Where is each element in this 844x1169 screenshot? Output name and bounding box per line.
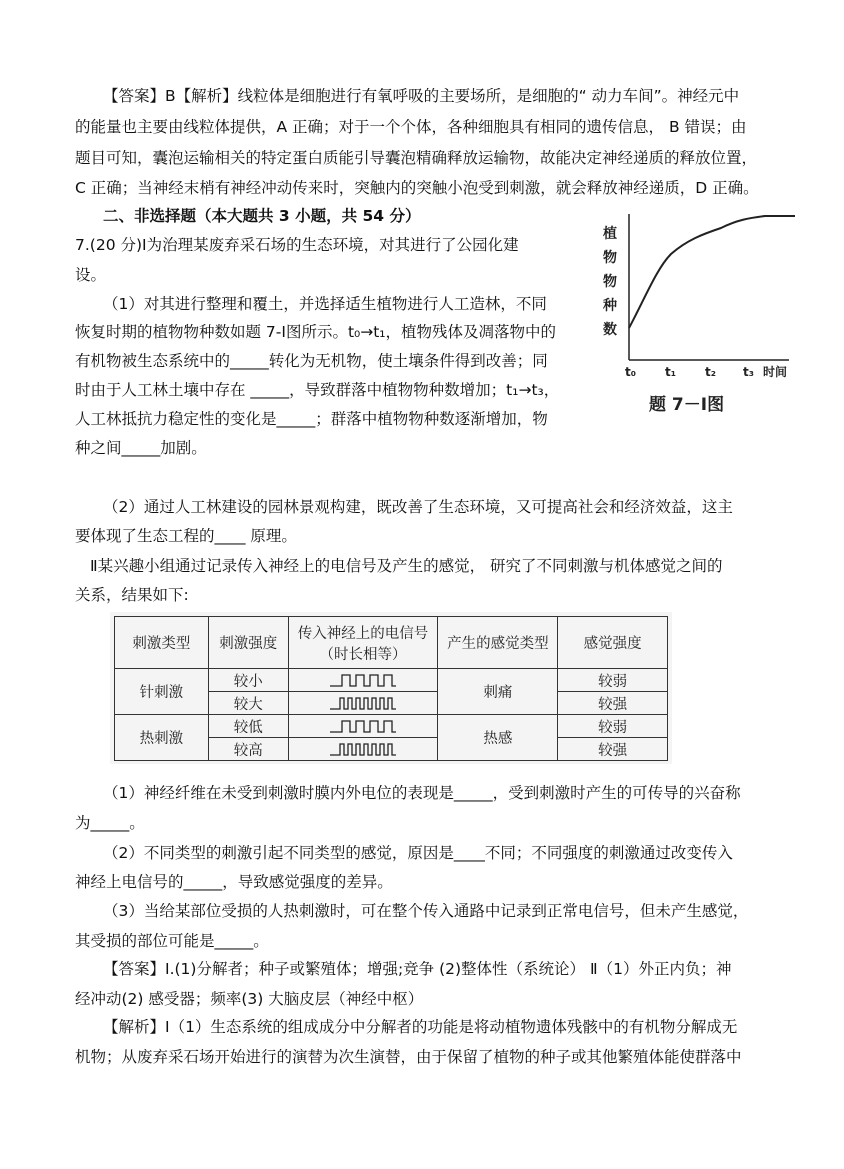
- header-sensation-strength: 感觉强度: [558, 617, 668, 669]
- strength-1: 较弱: [558, 669, 668, 692]
- answer7-line-2: 经冲动(2) 感受器；频率(3) 大脑皮层（神经中枢）: [75, 990, 424, 1008]
- sensation-heat: 热感: [438, 715, 558, 761]
- q7-p1-line-6: 种之间_____加剧。: [75, 439, 207, 457]
- signal-high-freq-1: [288, 692, 438, 715]
- stim-type-heat: 热刺激: [115, 715, 209, 761]
- low-frequency-wave-icon: [328, 672, 398, 688]
- section-title: 二、非选择题（本大题共 3 小题，共 54 分）: [103, 207, 421, 225]
- prev-answer-line-1: 【答案】B【解析】线粒体是细胞进行有氧呼吸的主要场所，是细胞的“ 动力车间”。神经元中: [103, 87, 740, 105]
- q7-p1-line-5: 人工林抵抗力稳定性的变化是_____；群落中植物物种数逐渐增加，物: [75, 410, 548, 428]
- x-tick-t3: t₃: [743, 365, 754, 379]
- q2-1-line-2: 为_____。: [75, 814, 145, 832]
- q7-p1-line-4: 时由于人工林土壤中存在 _____，导致群落中植物物种数增加；t₁→t₃，: [75, 381, 560, 399]
- results-table: [114, 616, 668, 761]
- prev-answer-line-3: 题目可知，囊泡运输相关的特定蛋白质能引导囊泡精确释放运输物，故能决定神经递质的释放位置，: [75, 149, 758, 167]
- analysis7-line-1: 【解析】Ⅰ（1）生态系统的组成成分中分解者的功能是将动植物遗体残骸中的有机物分解成无: [103, 1018, 738, 1036]
- q2-3-line-1: （3）当给某部位受损的人热刺激时，可在整个传入通路中记录到正常电信号，但未产生感觉，: [103, 902, 749, 920]
- header-sensation-type: 产生的感觉类型: [438, 617, 558, 669]
- header-signal: [288, 617, 438, 669]
- header-stim-intensity: 刺激强度: [208, 617, 288, 669]
- q7-p1-line-2: 恢复时期的植物物种数如题 7-Ⅰ图所示。t₀→t₁，植物残体及凋落物中的: [75, 323, 557, 341]
- y-label-char-2: 物: [603, 250, 617, 266]
- intensity-4: 较高: [208, 738, 288, 761]
- high-frequency-wave-icon: [328, 741, 398, 757]
- x-tick-t1: t₁: [665, 365, 676, 379]
- q7-ii-line-2: 关系，结果如下:: [75, 586, 189, 604]
- figure-caption: 题 7－Ⅰ图: [649, 395, 725, 415]
- intensity-2: 较大: [208, 692, 288, 715]
- intensity-3: 较低: [208, 715, 288, 738]
- species-curve: [629, 216, 795, 328]
- x-tick-t2: t₂: [705, 365, 716, 379]
- y-label-char-1: 植: [603, 226, 617, 242]
- header-stim-type: 刺激类型: [115, 617, 209, 669]
- high-frequency-wave-icon: [328, 695, 398, 711]
- q2-2-line-1: （2）不同类型的刺激引起不同类型的感觉，原因是____不同；不同强度的刺激通过改变传入: [103, 844, 733, 862]
- x-axis-label: 时间: [763, 365, 788, 379]
- answer7-line-1: 【答案】Ⅰ.(1)分解者；种子或繁殖体；增强;竞争 (2)整体性（系统论） Ⅱ（1）外正内负；神: [103, 960, 732, 978]
- strength-4: 较强: [558, 738, 668, 761]
- x-tick-t0: t₀: [625, 365, 636, 379]
- header-signal-line-1: 传入神经上的电信号: [297, 625, 429, 642]
- y-label-char-4: 种: [603, 298, 617, 314]
- y-label-char-5: 数: [603, 322, 617, 338]
- q7-p2-line-2: 要体现了生态工程的____ 原理。: [75, 527, 297, 545]
- prev-answer-line-2: 的能量也主要由线粒体提供，A 正确；对于一个个体，各种细胞具有相同的遗传信息， B 错误；由: [75, 118, 747, 136]
- prev-answer-line-4: C 正确；当神经末梢有神经冲动传来时，突触内的突触小泡受到刺激，就会释放神经递质，D 正确。: [75, 179, 759, 197]
- analysis7-line-2: 机物；从废弃采石场开始进行的演替为次生演替，由于保留了植物的种子或其他繁殖体能使群落中: [75, 1048, 742, 1066]
- q7-p1-line-3: 有机物被生态系统中的_____转化为无机物，使土壤条件得到改善；同: [75, 352, 548, 370]
- results-table-frame: [110, 612, 672, 764]
- header-signal-line-2: （时长相等）: [319, 646, 407, 663]
- intensity-1: 较小: [208, 669, 288, 692]
- signal-low-freq-1: [288, 669, 438, 692]
- low-frequency-wave-icon: [328, 718, 398, 734]
- signal-low-freq-2: [288, 715, 438, 738]
- q2-3-line-2: 其受损的部位可能是_____。: [75, 932, 269, 950]
- signal-high-freq-2: [288, 738, 438, 761]
- q7-p2-line-1: （2）通过人工林建设的园林景观构建，既改善了生态环境，又可提高社会和经济效益，这主: [103, 498, 733, 516]
- strength-3: 较弱: [558, 715, 668, 738]
- sensation-sting: 刺痛: [438, 669, 558, 715]
- q7-ii-line-1: Ⅱ某兴趣小组通过记录传入神经上的电信号及产生的感觉， 研究了不同刺激与机体感觉之间的: [90, 557, 723, 575]
- q7-p1-line-1: （1）对其进行整理和覆土，并选择适生植物进行人工造林，不同: [103, 295, 547, 313]
- stim-type-needle: 针刺激: [115, 669, 209, 715]
- y-label-char-3: 物: [603, 274, 617, 290]
- strength-2: 较强: [558, 692, 668, 715]
- q2-2-line-2: 神经上电信号的_____，导致感觉强度的差异。: [75, 873, 393, 891]
- q7-line-1: 7.(20 分)Ⅰ为治理某废弃采石场的生态环境，对其进行了公园化建: [75, 236, 519, 254]
- q2-1-line-1: （1）神经纤维在未受到刺激时膜内外电位的表现是_____，受到刺激时产生的可传导的兴奋称: [103, 784, 741, 802]
- species-count-graph: [597, 208, 807, 423]
- q7-line-2: 设。: [75, 266, 107, 284]
